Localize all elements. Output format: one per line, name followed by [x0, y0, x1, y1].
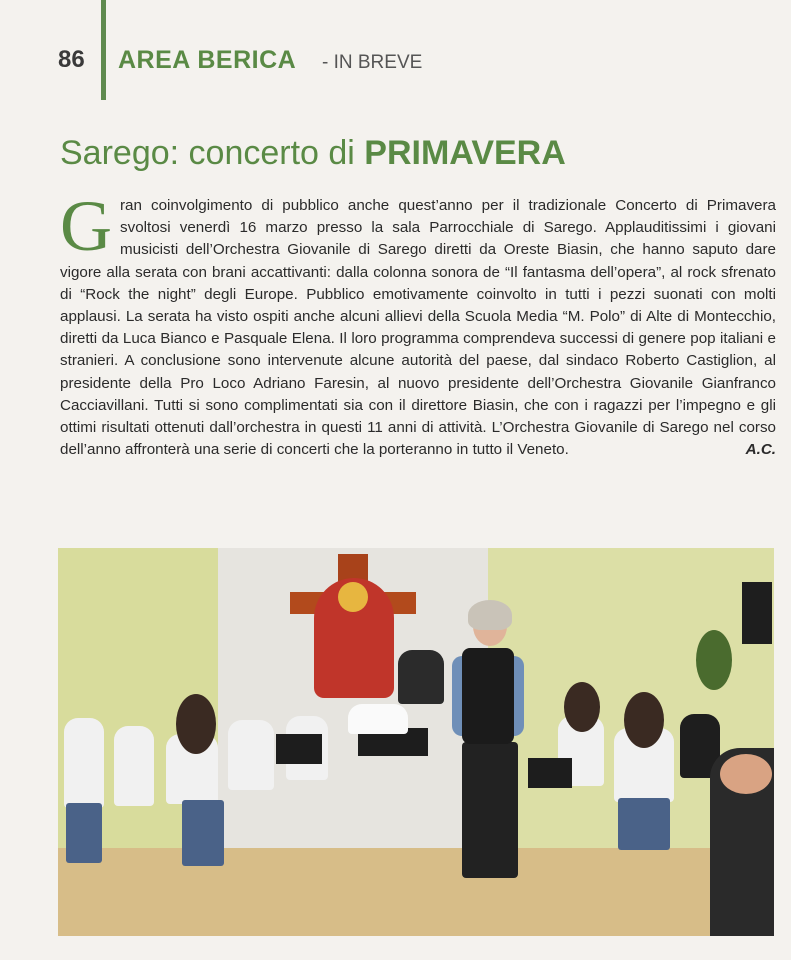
musician-legs [618, 798, 670, 850]
header-divider [101, 0, 106, 100]
musician-hair [176, 694, 216, 754]
concert-photo [58, 548, 774, 936]
musician [228, 720, 274, 790]
photo-floor [58, 848, 774, 936]
halo [338, 582, 368, 612]
article-text: ran coinvolgimento di pubblico anche quest’anno per il tradizionale Concerto di Primavera svoltosi venerdì 16 marzo presso la sala Parrocchiale di Sarego. Applauditissimi i giovani musicisti dell’Orchestra Giovanile di Sarego diretti da Oreste Biasin, che hanno saputo dare vigore alla serata con brani accattivanti: dalla colonna sonora de “Il fantasma dell’opera”, al rock sfrenato di “Rock the night” degli Europe. Pubblico emotivamente coinvolto in tutti i pezzi suonati con molti applausi. La serata ha visto ospiti anche alcuni allievi della Scuola Media “M. Polo” di Alte di Montecchio, diretti da Luca Bianco e Pasquale Elena. Il loro programma comprendeva successi di genere pop italiani e stranieri. A conclusione sono intervenute alcune autorità del paese, dal sindaco Roberto Castiglion, al presidente della Pro Loco Adriano Faresin, al nuovo presidente dell’Orchestra Giovanile Gianfranco Cacciavillani. Tutti si sono complimentati sia con il direttore Biasin, che con i ragazzi per l’impegno e gli ottimi risultati ottenuti dall’orchestra in questi 11 anni di attività. L’Orchestra Giovanile di Sarego nel corso dell’anno affronterà una serie di concerti che la porteranno in tutto il Veneto. [60, 197, 776, 459]
drop-cap: G [60, 186, 112, 266]
musician [114, 726, 154, 806]
section-title: AREA BERICA [118, 46, 297, 74]
article-title-regular: Sarego: concerto di [60, 134, 365, 172]
conductor-hair [468, 600, 512, 630]
plant [696, 630, 732, 690]
guitarist [398, 650, 444, 704]
musician-hair [564, 682, 600, 732]
speaker [742, 582, 772, 644]
musician [64, 718, 104, 808]
conductor-legs [462, 742, 518, 878]
conductor-vest [462, 648, 514, 744]
musician-legs [182, 800, 224, 866]
page-number: 86 [58, 46, 85, 73]
article-title-bold: PRIMAVERA [364, 134, 566, 172]
music-stand [276, 734, 322, 764]
musician-legs [66, 803, 102, 863]
article-title [60, 134, 566, 173]
audience-hand [720, 754, 772, 794]
musician-hair [624, 692, 664, 748]
article-body [60, 186, 776, 461]
music-stand [528, 758, 572, 788]
sheet-music [348, 704, 408, 734]
section-subtitle: - IN BREVE [322, 52, 423, 73]
author-signature: A.C. [745, 441, 776, 459]
